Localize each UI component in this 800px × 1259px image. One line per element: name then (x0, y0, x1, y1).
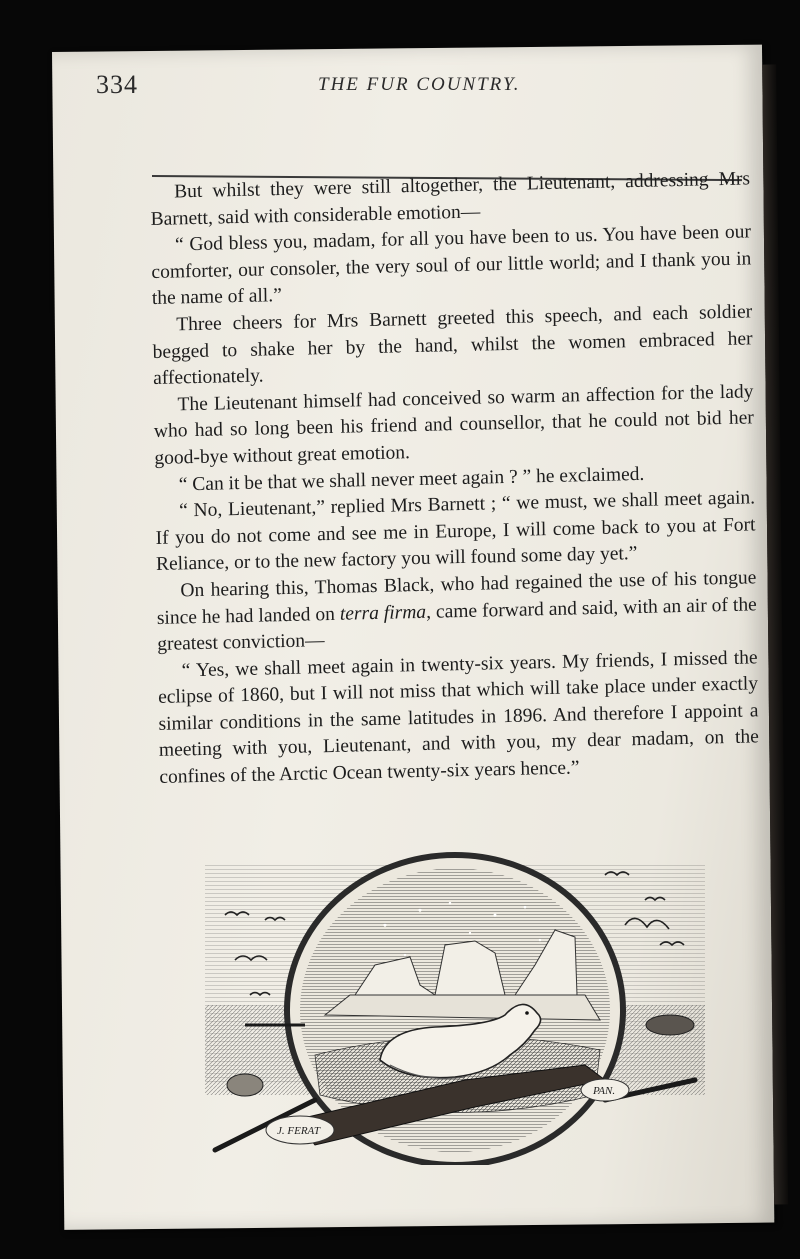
paragraph: “ God bless you, madam, for all you have been to us. You have been our comforter, our consoler, the very soul of our little world; and I thank you in the name of all.” (151, 221, 752, 310)
engraving-illustration (205, 845, 705, 1165)
running-title: THE FUR COUNTRY. (318, 74, 521, 95)
arctic-hare (227, 1074, 263, 1096)
paragraph: “ Can it be that we shall never meet again ? ” he exclaimed. (178, 463, 645, 495)
paragraph: The Lieutenant himself had conceived so warm an affection for the lady who had so long been his friend and counsellor, that he could not bid her good-bye without great emotion. (153, 381, 754, 469)
paragraph: On hearing this, Thomas Black, who had regained the use of his tongue since he had landed on terra firma, came forward and said, with an air of the greatest conviction— (156, 567, 757, 656)
paragraph: Three cheers for Mrs Barnett greeted this speech, and each soldier begged to shake her by the hand, whilst the women embraced her affectionately. (152, 301, 753, 390)
paragraph: But whilst they were still altogether, the Lieutenant, addressing Mrs Barnett, said with considerable emotion— (150, 168, 751, 230)
paragraph: “ Yes, we shall meet again in twenty-six years. My friends, I missed the eclipse of 1860, but I will not miss that which will take place under exactly similar conditions in the same latitudes in 1896. And therefore I appoint a meeting with you, Lieutenant, and with you, my dear madam, on the confines of the Arctic Ocean twenty-six years hence.” (157, 647, 759, 788)
page-edge-shadow (762, 64, 788, 1204)
italic-phrase: terra firma (339, 601, 427, 625)
engraving-svg (205, 845, 705, 1165)
paragraph: “ No, Lieutenant,” replied Mrs Barnett ; “ we must, we shall meet again. If you do not come and see me in Europe, I will come back to you at Fort Reliance, or to the new factory you will found some day yet.” (155, 487, 756, 576)
body-text (150, 166, 759, 791)
page-header (96, 70, 716, 110)
signature-right: PAN. (593, 1085, 616, 1097)
signature-left: J. FERAT (277, 1125, 320, 1137)
page-number: 334 (96, 70, 138, 99)
seal (646, 1015, 694, 1035)
